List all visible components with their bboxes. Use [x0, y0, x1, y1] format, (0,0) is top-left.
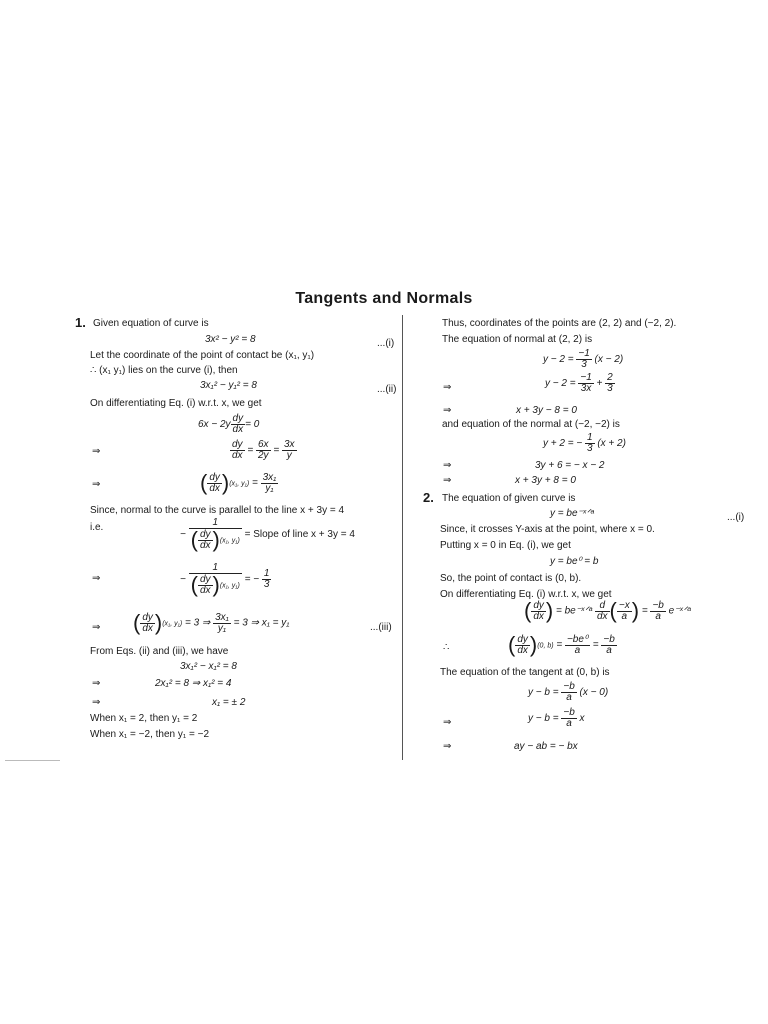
text-line: The equation of given curve is	[442, 493, 576, 504]
equation: 2x₁² = 8 ⇒ x₁² = 4	[155, 678, 232, 689]
therefore-symbol: ∴	[443, 642, 450, 653]
text-line: Thus, coordinates of the points are (2, 2) and (−2, 2).	[442, 318, 677, 329]
equation-normal-3: y + 2 = − $\frac{1}{3}$ (x + 2)	[543, 432, 626, 454]
equation-ref: ...(ii)	[377, 384, 397, 395]
implies-arrow: ⇒	[92, 697, 101, 708]
equation-normal-slope: − 1 ( $\frac{dy}{dx}$ )(x₁, y₁) = Slope of line x + 3y = 4	[180, 517, 355, 552]
equation-normal-2: y − 2 = $\frac{-1}{3x}$ + $\frac{2}{3}$	[545, 372, 613, 394]
equation: 3x₁² − x₁² = 8	[180, 661, 237, 672]
text-line: Since, it crosses Y-axis at the point, where x = 0.	[440, 524, 655, 535]
equation-slope: $\frac{dy}{dx}$ = $\frac{6x}{2y}$ = $\frac{3x}{y}$	[232, 439, 295, 461]
equation: 3x₁² − y₁² = 8	[200, 380, 257, 391]
text-line: i.e.	[90, 522, 104, 533]
equation: x + 3y + 8 = 0	[515, 475, 576, 486]
column-divider	[402, 315, 403, 760]
equation-slope-0b: ( $\frac{dy}{dx}$ )(0, b) = $\frac{\text{−be⁰}}{a}$ = $\frac{-b}{a}$	[508, 632, 615, 657]
implies-arrow: ⇒	[92, 622, 101, 633]
text-line: On differentiating Eq. (i) w.r.t. x, we get	[90, 398, 262, 409]
equation: ay − ab = − bx	[514, 741, 578, 752]
equation-x1-y1: ( $\frac{dy}{dx}$ )(x₁, y₁) = 3 ⇒ $\frac{\text{3x₁}}{\text{y₁}}$ = 3 ⇒ x₁ = y₁	[133, 610, 290, 635]
implies-arrow: ⇒	[443, 717, 452, 728]
text-line: Since, normal to the curve is parallel to the line x + 3y = 4	[90, 505, 345, 516]
text-line: The equation of the tangent at (0, b) is	[440, 667, 610, 678]
equation-normal-eq: − 1 ( $\frac{dy}{dx}$ )(x₁, y₁) = − $\frac{1}{3}$	[180, 562, 270, 597]
equation-ref: ...(iii)	[370, 622, 392, 633]
implies-arrow: ⇒	[92, 446, 101, 457]
equation-normal-1: y − 2 = $\frac{-1}{3}$ (x − 2)	[543, 348, 624, 370]
equation: x₁ = ± 2	[212, 697, 246, 708]
equation-ref: ...(i)	[377, 338, 395, 349]
equation: y = be⁻ˣᐟᵃ	[550, 508, 594, 519]
text-line: and equation of the normal at (−2, −2) is	[442, 419, 620, 430]
text-line: Let the coordinate of the point of contact be (x₁, y₁)	[90, 350, 315, 361]
equation: y = be⁰ = b	[550, 556, 599, 567]
question-1-number: 1.	[75, 315, 86, 330]
text-line: The equation of normal at (2, 2) is	[442, 334, 593, 345]
implies-arrow: ⇒	[443, 741, 452, 752]
equation: 3x² − y² = 8	[205, 334, 256, 345]
text-line: When x₁ = 2, then y₁ = 2	[90, 713, 198, 724]
implies-arrow: ⇒	[443, 405, 452, 416]
implies-arrow: ⇒	[92, 479, 101, 490]
text-line: From Eqs. (ii) and (iii), we have	[90, 646, 229, 657]
equation-tangent-2: y − b = $\frac{-b}{a}$ x	[528, 707, 585, 729]
text-line: ∴ (x₁ y₁) lies on the curve (i), then	[90, 365, 238, 376]
equation-derivative-2: ( $\frac{dy}{dx}$ ) = be⁻ˣᐟᵃ $\frac{d}{dx}$ ( $\frac{-x}{a}$ ) = $\frac{-b}{a}$ e⁻ˣᐟᵃ	[524, 598, 691, 623]
implies-arrow: ⇒	[92, 573, 101, 584]
page-title: Tangents and Normals	[295, 290, 473, 307]
equation: x + 3y − 8 = 0	[516, 405, 577, 416]
implies-arrow: ⇒	[443, 460, 452, 471]
implies-arrow: ⇒	[443, 382, 452, 393]
text-line: On differentiating Eq. (i) w.r.t. x, we get	[440, 589, 612, 600]
equation-ref: ...(i)	[727, 512, 745, 523]
text-line: Putting x = 0 in Eq. (i), we get	[440, 540, 571, 551]
text-line: Given equation of curve is	[93, 318, 209, 329]
text-line: So, the point of contact is (0, b).	[440, 573, 582, 584]
question-2-number: 2.	[423, 490, 434, 505]
implies-arrow: ⇒	[92, 678, 101, 689]
equation-tangent-1: y − b = $\frac{-b}{a}$ (x − 0)	[528, 681, 609, 703]
implies-arrow: ⇒	[443, 475, 452, 486]
equation-slope-at-point: ( $\frac{dy}{dx}$ )(x₁, y₁) = $\frac{\text{3x₁}}{\text{y₁}}$	[200, 470, 277, 495]
equation-derivative: 6x − 2y $\frac{dy}{dx}$ = 0	[198, 413, 260, 435]
text-line: When x₁ = −2, then y₁ = −2	[90, 729, 210, 740]
bottom-rule	[5, 760, 60, 761]
equation: 3y + 6 = − x − 2	[535, 460, 605, 471]
